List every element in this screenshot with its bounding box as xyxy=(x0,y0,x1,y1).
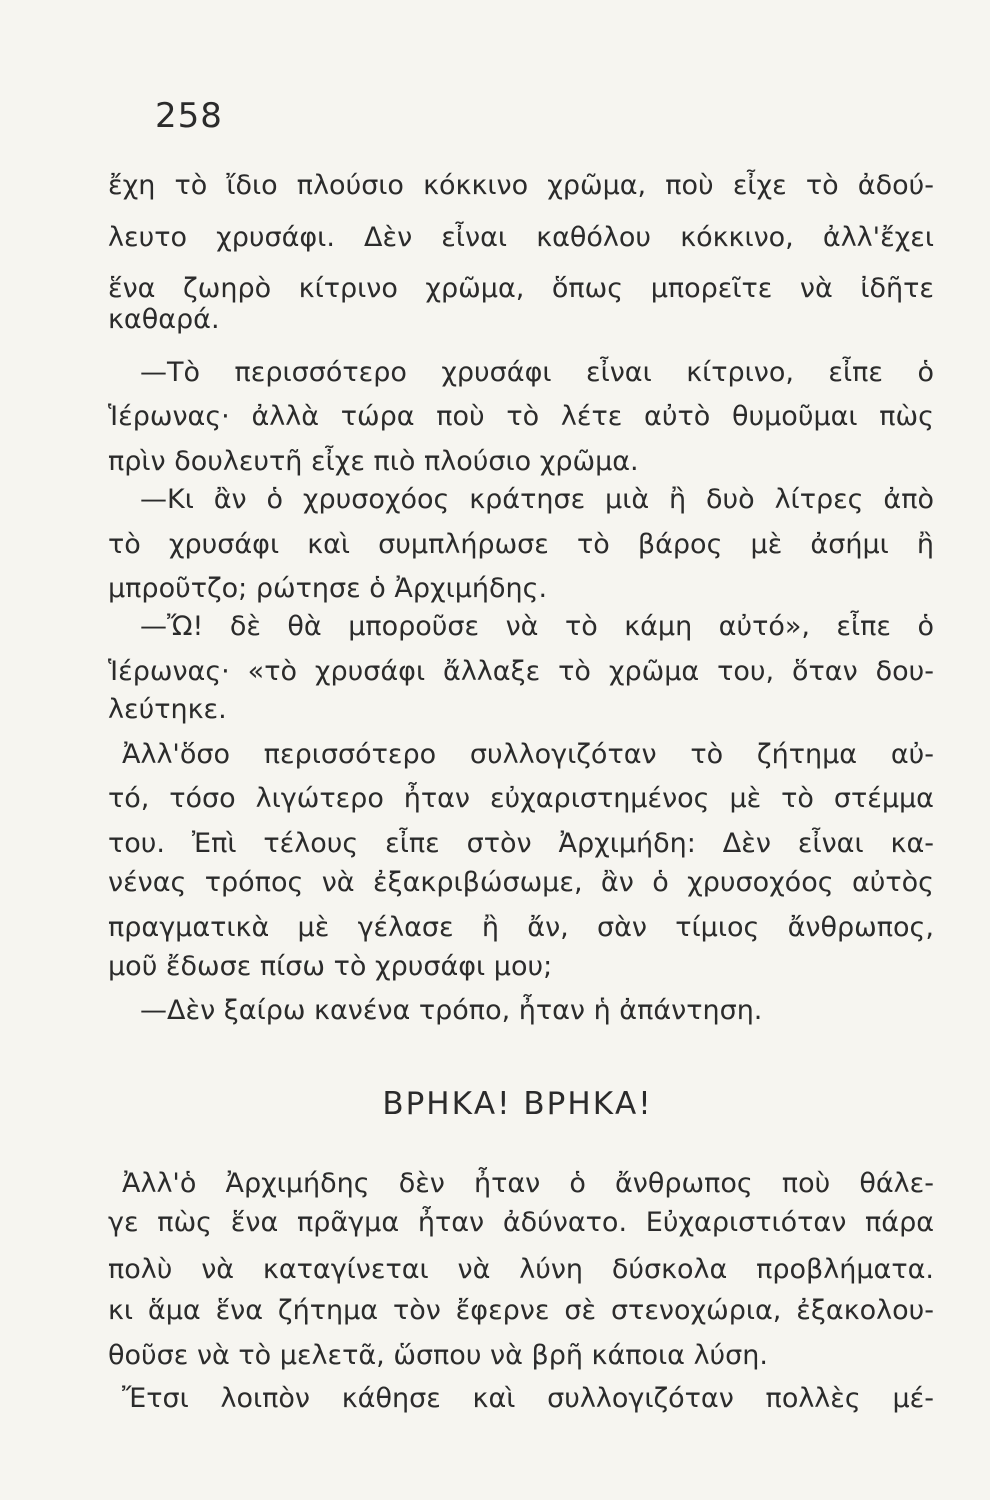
text-line: —Κι ἂν ὁ χρυσοχόος κράτησε μιὰ ἢ δυὸ λίτρες ἀπὸ xyxy=(140,484,934,515)
text-line: πρὶν δουλευτῆ εἶχε πιὸ πλούσιο χρῶμα. xyxy=(108,446,639,477)
text-line: λευτο χρυσάφι. Δὲν εἶναι καθόλου κόκκινο, ἀλλ'ἔχει xyxy=(108,222,934,253)
text-line: ἕνα ζωηρὸ κίτρινο χρῶμα, ὅπως μπορεῖτε νὰ ἰδῆτε xyxy=(108,273,934,304)
section-heading: ΒΡΗΚΑ! ΒΡΗΚΑ! xyxy=(382,1086,653,1122)
text-line: μοῦ ἔδωσε πίσω τὸ χρυσάφι μου; xyxy=(108,951,553,982)
text-line: μπροῦτζο; ρώτησε ὁ Ἀρχιμήδης. xyxy=(108,573,548,604)
text-line: θοῦσε νὰ τὸ μελετᾶ, ὥσπου νὰ βρῆ κάποια λύση. xyxy=(108,1340,768,1371)
text-line: Ἱέρωνας· ἀλλὰ τώρα ποὺ τὸ λέτε αὐτὸ θυμοῦμαι πὼς xyxy=(108,401,934,432)
text-line: —Τὸ περισσότερο χρυσάφι εἶναι κίτρινο, εἶπε ὁ xyxy=(140,357,934,388)
text-line: ἔχη τὸ ἴδιο πλούσιο κόκκινο χρῶμα, ποὺ εἶχε τὸ ἀδού- xyxy=(108,170,934,201)
text-line: τό, τόσο λιγώτερο ἦταν εὐχαριστημένος μὲ τὸ στέμμα xyxy=(108,783,934,814)
text-line: του. Ἐπὶ τέλους εἶπε στὸν Ἀρχιμήδη: Δὲν εἶναι κα- xyxy=(108,828,934,859)
text-line: πολὺ νὰ καταγίνεται νὰ λύνη δύσκολα προβλήματα. xyxy=(108,1254,934,1285)
text-line: λεύτηκε. xyxy=(108,694,227,725)
text-line: —Δὲν ξαίρω κανένα τρόπο, ἦταν ἡ ἀπάντηση. xyxy=(140,995,763,1026)
text-line: νένας τρόπος νὰ ἐξακριβώσωμε, ἂν ὁ χρυσοχόος αὐτὸς xyxy=(108,867,934,898)
text-line: κι ἅμα ἕνα ζήτημα τὸν ἔφερνε σὲ στενοχώρια, ἐξακολου- xyxy=(108,1295,934,1326)
text-line: Ἔτσι λοιπὸν κάθησε καὶ συλλογιζόταν πολλὲς μέ- xyxy=(122,1383,934,1414)
text-line: καθαρά. xyxy=(108,304,220,335)
text-line: Ἱέρωνας· «τὸ χρυσάφι ἄλλαξε τὸ χρῶμα του, ὅταν δου- xyxy=(108,656,934,687)
page-number: 258 xyxy=(155,96,223,136)
text-line: γε πὼς ἕνα πρᾶγμα ἦταν ἀδύνατο. Εὐχαριστιόταν πάρα xyxy=(108,1207,934,1238)
text-line: τὸ χρυσάφι καὶ συμπλήρωσε τὸ βάρος μὲ ἀσήμι ἢ xyxy=(108,529,934,560)
text-line: πραγματικὰ μὲ γέλασε ἢ ἄν, σὰν τίμιος ἄνθρωπος, xyxy=(108,912,934,943)
text-line: —Ὤ! δὲ θὰ μποροῦσε νὰ τὸ κάμη αὐτό», εἶπε ὁ xyxy=(140,611,934,642)
text-line: Ἀλλ'ὅσο περισσότερο συλλογιζόταν τὸ ζήτημα αὐ- xyxy=(122,739,934,770)
text-line: Ἀλλ'ὁ Ἀρχιμήδης δὲν ἦταν ὁ ἄνθρωπος ποὺ θάλε- xyxy=(122,1168,934,1199)
